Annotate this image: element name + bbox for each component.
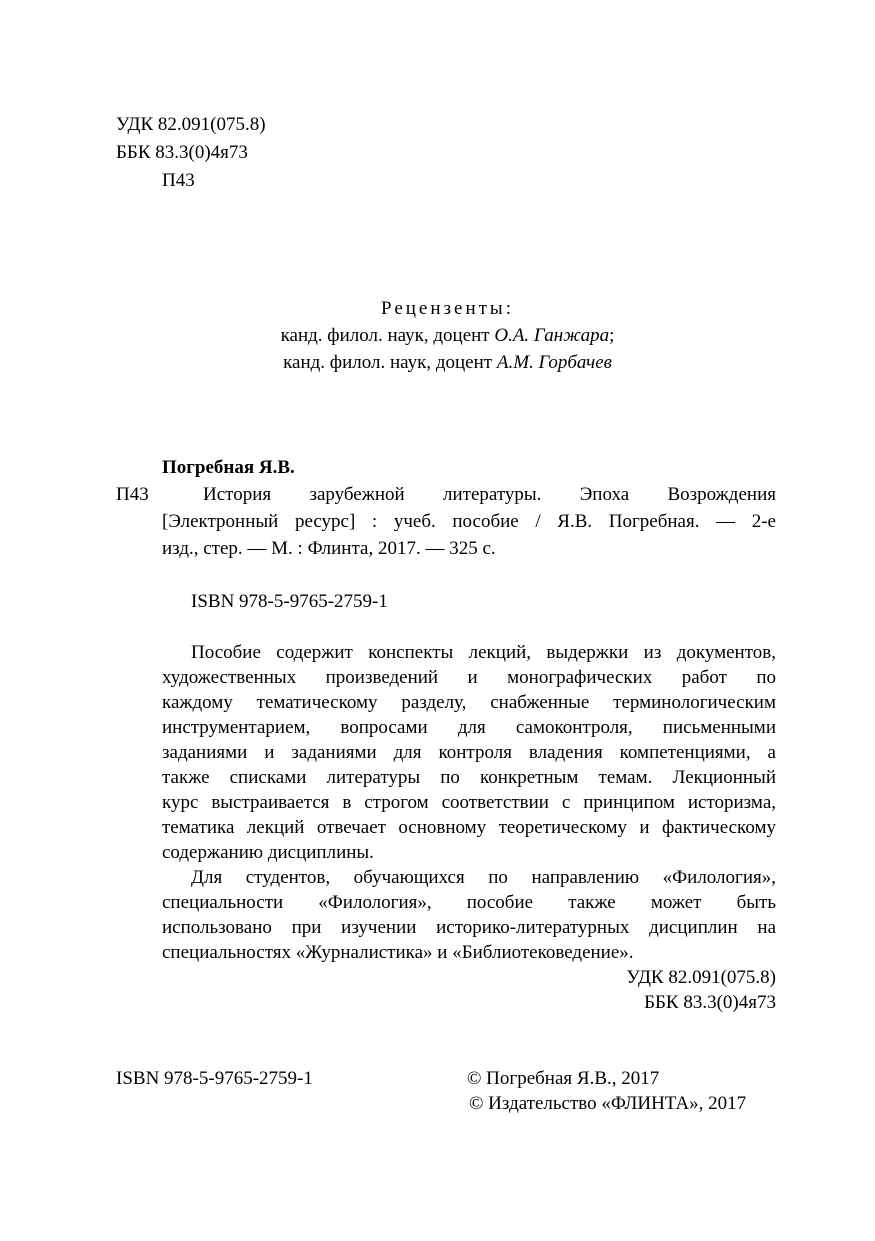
- copyright-author: © Погребная Я.В., 2017: [467, 1068, 660, 1089]
- entry-code: П43: [116, 484, 149, 505]
- reviewer-2-title: канд. филол. наук, доцент: [283, 352, 497, 373]
- copyright-publisher: © Издательство «ФЛИНТА», 2017: [469, 1093, 747, 1114]
- reviewers-heading: Рецензенты:: [381, 298, 514, 319]
- annotation-line: специальностях «Журналистика» и «Библиотековедение».: [162, 942, 634, 963]
- annotation-line: специальности «Филология», пособие также может быть: [162, 892, 776, 913]
- reviewer-2: [0, 350, 875, 375]
- bbk-code: ББК 83.3(0)4я73: [116, 142, 248, 163]
- annotation-line: тематика лекций отвечает основному теоретическому и фактическому: [162, 817, 776, 838]
- reviewer-1-suffix: ;: [609, 325, 615, 346]
- annotation-line: художественных произведений и монографических работ по: [162, 667, 776, 688]
- entry-title-line-1: История зарубежной литературы. Эпоха Возрождения: [203, 484, 776, 505]
- annotation-udk: УДК 82.091(075.8): [626, 967, 776, 988]
- entry-isbn: ISBN 978-5-9765-2759-1: [191, 591, 388, 612]
- reviewer-1: [0, 323, 875, 348]
- footer-isbn: ISBN 978-5-9765-2759-1: [116, 1068, 313, 1089]
- annotation-line: Для студентов, обучающихся по направлению «Филология»,: [191, 867, 776, 888]
- entry-title-line-2: [Электронный ресурс] : учеб. пособие / Я.В. Погребная. — 2-е: [162, 511, 776, 532]
- annotation-bbk: ББК 83.3(0)4я73: [644, 992, 776, 1013]
- reviewer-1-name: О.А. Ганжара: [494, 325, 610, 346]
- entry-author: Погребная Я.В.: [162, 457, 295, 478]
- annotation-line: содержанию дисциплины.: [162, 842, 374, 863]
- udk-code: УДК 82.091(075.8): [116, 114, 266, 135]
- reviewer-2-name: А.М. Горбачев: [496, 352, 612, 373]
- annotation-line: инструментарием, вопросами для самоконтроля, письменными: [162, 717, 776, 738]
- annotation-line: курс выстраивается в строгом соответствии с принципом историзма,: [162, 792, 776, 813]
- author-mark: П43: [162, 170, 195, 191]
- entry-title-line-3: изд., стер. — М. : Флинта, 2017. — 325 с.: [162, 538, 496, 559]
- annotation-line: заданиями и заданиями для контроля владения компетенциями, а: [162, 742, 776, 763]
- reviewer-1-title: канд. филол. наук, доцент: [280, 325, 495, 346]
- annotation-line: также списками литературы по конкретным темам. Лекционный: [162, 767, 776, 788]
- annotation-line: каждому тематическому разделу, снабженные терминологическим: [162, 692, 776, 713]
- annotation-line: Пособие содержит конспекты лекций, выдержки из документов,: [191, 642, 776, 663]
- annotation-line: использовано при изучении историко-литературных дисциплин на: [162, 917, 776, 938]
